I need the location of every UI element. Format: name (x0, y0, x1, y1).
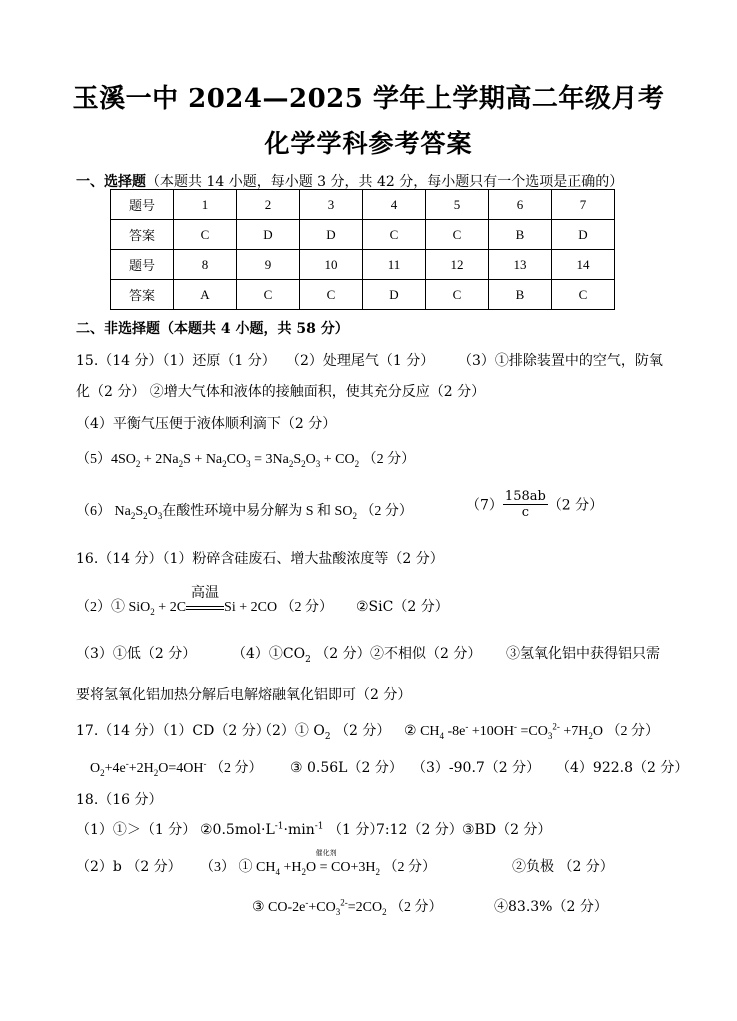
q15-line5-prefix: （6） (76, 504, 111, 519)
table-cell: 14 (552, 250, 615, 280)
table-row (111, 280, 615, 310)
fraction-numerator: 158ab (504, 489, 546, 504)
q18-rate-unit-a: ②0.5mol·L (200, 822, 275, 838)
q17-line1c-score: （2 分） (606, 724, 660, 739)
q18-line1b: $②0.5mol\cdot L^{-1}\cdot\min^{-1}$ （1 分） (200, 821, 384, 838)
q18-line3b: ④83.3%（2 分） (494, 899, 608, 915)
reaction-condition (186, 586, 224, 616)
q18-line1d: ③BD（2 分） (462, 822, 552, 838)
q16-line2-prefix: （2）① (76, 600, 125, 615)
table-cell: 2 (237, 190, 300, 220)
q17-line2a-score: （2 分） (209, 761, 263, 776)
table-cell: 8 (174, 250, 237, 280)
q15-line5-score: （2 分） (360, 504, 413, 519)
table-cell: 题号 (111, 250, 174, 280)
table-cell: B (489, 220, 552, 250)
table-cell: 6 (489, 190, 552, 220)
q17-o2: O (313, 723, 325, 739)
q15-line4-prefix: （5） (76, 452, 111, 467)
q15-line1b: （2）处理尾气（1 分） (286, 353, 435, 369)
q15-q7 (466, 489, 603, 520)
table-row (111, 190, 615, 220)
table-row (111, 250, 615, 280)
table-cell: 11 (363, 250, 426, 280)
catalyst-label: 催化剂 (315, 849, 337, 857)
answer-table (110, 189, 615, 310)
q15-line5: （6） $Na_2S_2O_3$在酸性环境中易分解为 S 和 $SO_2$ （2 分） (76, 504, 413, 521)
q16-line3c: ②不相似（2 分） (370, 646, 482, 662)
q16-line2b: ②SiC（2 分） (356, 599, 449, 615)
q17-line2a: $O_2+4e^-+2H_2O=4OH^-$ （2 分） (90, 758, 263, 778)
q15-line3: （4）平衡气压便于液体顺利滴下（2 分） (76, 416, 337, 432)
table-cell: 9 (237, 250, 300, 280)
table-cell: A (174, 280, 237, 310)
table-cell: D (237, 220, 300, 250)
table-cell: 10 (300, 250, 363, 280)
q16-line1: 16.（14 分）（1）粉碎含硅废石、增大盐酸浓度等（2 分） (76, 551, 444, 567)
page-subtitle: 化学学科参考答案 (264, 129, 473, 158)
q16-line3b: $(4)①CO_2$ （2 分） (232, 646, 371, 665)
table-cell: D (363, 280, 426, 310)
table-cell: 13 (489, 250, 552, 280)
table-cell: 答案 (111, 220, 174, 250)
q17-line1a: 17.（14 分）（1）CD（2 分） (76, 723, 270, 739)
table-cell: 12 (426, 250, 489, 280)
table-cell: 4 (363, 190, 426, 220)
table-cell: C (300, 280, 363, 310)
q17-line1b-text: （2）① (258, 723, 309, 739)
q16-line3b-text: （4）①CO (232, 646, 306, 662)
section1-heading: 一、选择题 (76, 174, 146, 190)
q18-line3a-score: （2 分） (390, 900, 443, 915)
q18-line1a: （1）①＞（1 分） (76, 822, 197, 838)
table-cell: 1 (174, 190, 237, 220)
table-row (111, 220, 615, 250)
q15-line2: 化（2 分） ②增大气体和液体的接触面积，使其充分反应（2 分） (76, 384, 486, 400)
q18-line3a: ③ $CO-2e^-+CO_3^{2-}=2CO_2$ （2 分） (252, 897, 443, 917)
section1-note: （本题共 14 小题，每小题 3 分，共 42 分，每小题只有一个选项是正确的） (146, 174, 624, 190)
table-cell: C (363, 220, 426, 250)
table-cell: 题号 (111, 190, 174, 220)
q18-line2b: （3） ① $CH_4 +H_2O$ 催化剂 = $CO+3H_2$ （2 分） (200, 849, 436, 877)
q15-q7-fraction (503, 489, 548, 520)
section1-heading-line (76, 171, 623, 191)
q15-line5-text: 在酸性环境中易分解为 S 和 SO (162, 504, 353, 519)
condition-label: 高温 (191, 586, 220, 601)
q18-rate-unit-b: ·min (283, 822, 315, 838)
q16-line3a: （3）①低（2 分） (76, 646, 197, 662)
q17-line1c: ② $CH_4$ $-8e^- +10OH^- =CO_3^{2-} +7H_2O$ （2 分） (404, 721, 660, 741)
fraction-denominator: c (521, 505, 529, 520)
table-cell: C (426, 280, 489, 310)
q18-line2a: （2）b （2 分） (76, 859, 182, 875)
q17-line2b: ③ 0.56L（2 分） (290, 760, 403, 776)
q15-q7-score: （2 分） (547, 497, 604, 514)
q17-line2c: （3）-90.7（2 分） (412, 760, 541, 776)
q15-line4: $(5)4SO_2 + 2Na_2S + Na_2CO_3 = 3Na_2S_2O_3 + CO_2$ （2 分） (76, 452, 416, 469)
table-cell: D (300, 220, 363, 250)
table-cell: 7 (552, 190, 615, 220)
section2-heading: 二、非选择题（本题共 4 小题，共 58 分） (76, 321, 349, 337)
q16-line3b-score: （2 分） (315, 646, 371, 662)
q17-line2d: （4）922.8（2 分） (556, 760, 689, 776)
q16-line2-score: （2 分） (280, 600, 334, 615)
q16-line4: 要将氢氧化铝加热分解后电解熔融氧化铝即可（2 分） (76, 687, 412, 703)
q15-line1c: （3）①排除装置中的空气，防氧 (458, 353, 663, 369)
q15-line4-score: （2 分） (362, 452, 416, 467)
q16-line2: （2）① SiO$_2$ + 2C 高温 Si + 2CO （2 分） (76, 596, 333, 616)
q18-line2b-score: （2 分） (383, 860, 436, 875)
q18-line2c: ②负极 （2 分） (512, 859, 614, 875)
table-cell: 5 (426, 190, 489, 220)
table-cell: B (489, 280, 552, 310)
q17-line1c-prefix: ② (404, 724, 417, 739)
table-cell: 答案 (111, 280, 174, 310)
page-title: 玉溪一中 2024—2025 学年上学期高二年级月考 (72, 84, 665, 114)
q18-line1c: 7:12（2 分） (376, 822, 463, 838)
table-cell: D (552, 220, 615, 250)
q18-line1b-score: （1 分） (328, 822, 384, 838)
table-cell: C (426, 220, 489, 250)
q18-line0: 18.（16 分） (76, 792, 163, 808)
table-cell: C (237, 280, 300, 310)
q17-line1b: （2）① $O_2$ （2 分） (258, 723, 391, 742)
q17-line1b-score: （2 分） (335, 723, 391, 739)
table-cell: C (174, 220, 237, 250)
table-cell: C (552, 280, 615, 310)
q15-line1a: 15.（14 分）（1）还原（1 分） (76, 353, 276, 369)
q15-q7-prefix: （7） (466, 497, 503, 514)
q18-line2b-prefix: （3） (200, 860, 235, 875)
table-cell: 3 (300, 190, 363, 220)
q16-line3d: ③氢氧化铝中获得铝只需 (506, 646, 660, 662)
